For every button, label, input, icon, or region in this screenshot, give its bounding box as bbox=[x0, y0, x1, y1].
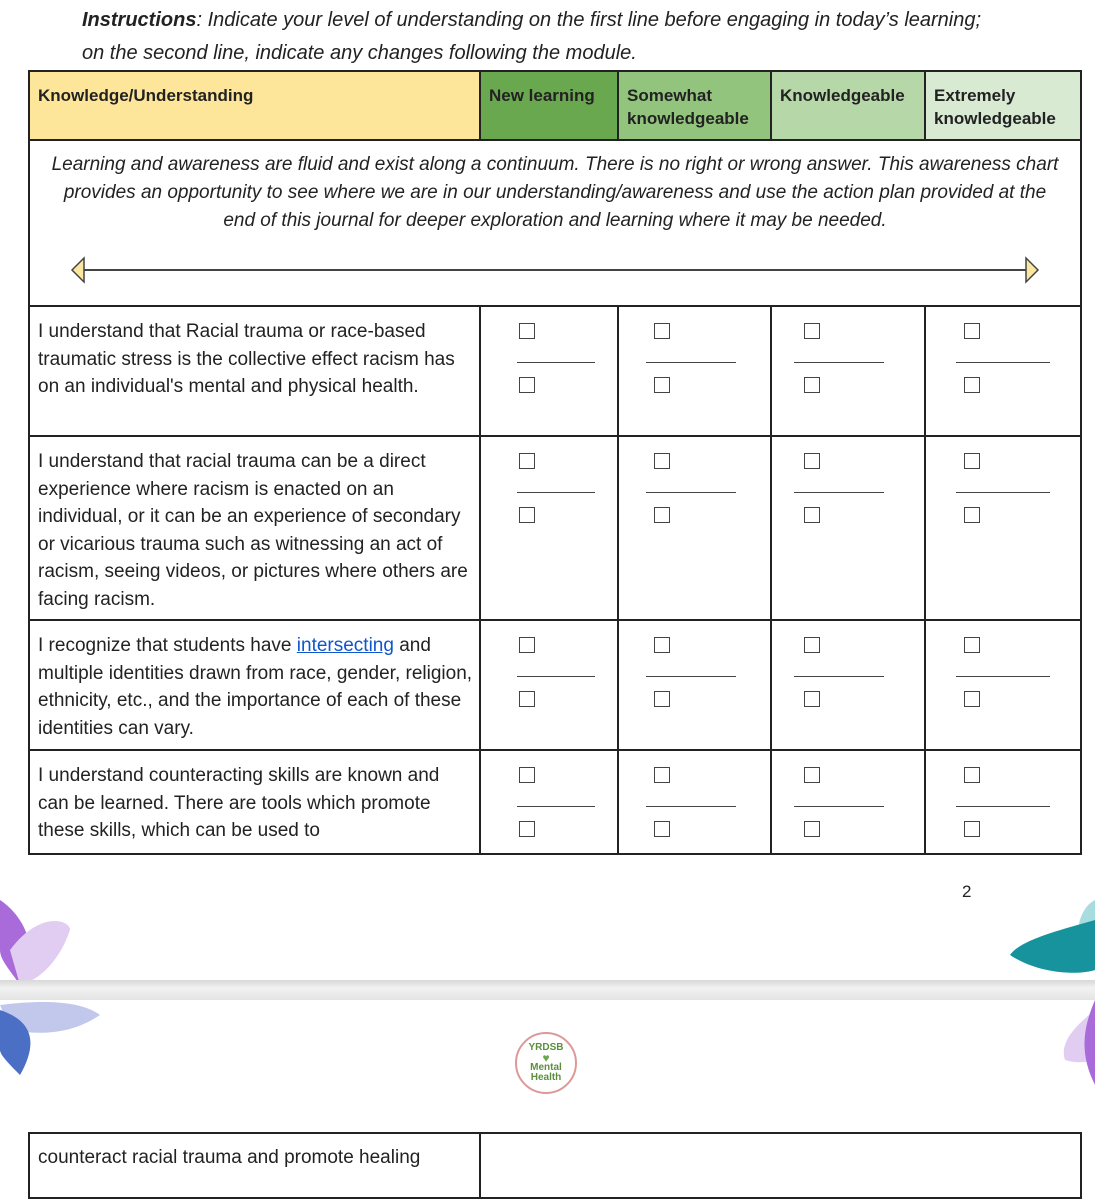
intro-text: Learning and awareness are fluid and exist along a continuum. There is no right or wrong answer. This awareness chart provides an opportunity to see where we are in our understanding/awareness and use the action plan provided at the end of this journal for deeper exploration and learning where it may be needed. bbox=[51, 154, 1059, 231]
before-module-checkbox[interactable] bbox=[804, 637, 820, 653]
separator-line bbox=[517, 492, 595, 493]
separator-line bbox=[956, 492, 1050, 493]
after-module-checkbox[interactable] bbox=[654, 821, 670, 837]
rating-knowledgeable bbox=[771, 436, 925, 620]
separator-line bbox=[646, 806, 736, 807]
rating-new-learning bbox=[480, 306, 618, 436]
rating-extremely bbox=[925, 750, 1081, 854]
separator-line bbox=[517, 806, 595, 807]
after-module-checkbox[interactable] bbox=[964, 821, 980, 837]
before-module-checkbox[interactable] bbox=[964, 453, 980, 469]
statement-cell: I understand that racial trauma can be a direct experience where racism is enacted on an individual, or it can be an experience of secondary or vicarious trauma such as witnessing an act of racism, seeing videos, or pictures where others are facing racism. bbox=[29, 436, 480, 620]
table-row bbox=[29, 750, 1081, 854]
before-module-checkbox[interactable] bbox=[804, 323, 820, 339]
statement-text: and multiple identities drawn from race, gender, religion, ethnicity, etc., and the importance of each of these identities can vary. bbox=[38, 635, 473, 739]
logo-line-2: Mental bbox=[530, 1062, 562, 1073]
rating-somewhat bbox=[618, 436, 771, 620]
page-number: 2 bbox=[962, 882, 972, 901]
intro-cell bbox=[29, 140, 1081, 306]
before-module-checkbox[interactable] bbox=[654, 323, 670, 339]
separator-line bbox=[794, 492, 884, 493]
logo-line-1: YRDSB bbox=[528, 1042, 564, 1053]
separator-line bbox=[956, 676, 1050, 677]
rating-new-learning bbox=[480, 436, 618, 620]
instructions-text: : Indicate your level of understanding on the first line before engaging in today’s learning; on the second line, indicate any changes following the module. bbox=[82, 9, 982, 64]
before-module-checkbox[interactable] bbox=[519, 767, 535, 783]
separator-line bbox=[794, 806, 884, 807]
rating-knowledgeable bbox=[771, 620, 925, 750]
before-module-checkbox[interactable] bbox=[804, 453, 820, 469]
rating-somewhat bbox=[618, 306, 771, 436]
before-module-checkbox[interactable] bbox=[964, 767, 980, 783]
rating-new-learning bbox=[480, 620, 618, 750]
before-module-checkbox[interactable] bbox=[964, 637, 980, 653]
after-module-checkbox[interactable] bbox=[804, 691, 820, 707]
separator-line bbox=[794, 676, 884, 677]
after-module-checkbox[interactable] bbox=[654, 691, 670, 707]
intro-row bbox=[29, 140, 1081, 306]
after-module-checkbox[interactable] bbox=[964, 507, 980, 523]
after-module-checkbox[interactable] bbox=[804, 377, 820, 393]
continuation-table bbox=[28, 1132, 1082, 1199]
flower-decoration-right-icon bbox=[1000, 860, 1095, 1090]
awareness-chart bbox=[28, 70, 1082, 855]
separator-line bbox=[517, 676, 595, 677]
header-knowledgeable: Knowledgeable bbox=[771, 71, 925, 140]
after-module-checkbox[interactable] bbox=[519, 507, 535, 523]
after-module-checkbox[interactable] bbox=[654, 507, 670, 523]
after-module-checkbox[interactable] bbox=[964, 691, 980, 707]
separator-line bbox=[956, 806, 1050, 807]
header-extremely: Extremely knowledgeable bbox=[925, 71, 1081, 140]
table-row bbox=[29, 1133, 1081, 1198]
statement-cell bbox=[29, 620, 480, 750]
before-module-checkbox[interactable] bbox=[654, 637, 670, 653]
after-module-checkbox[interactable] bbox=[654, 377, 670, 393]
yrdsb-mental-health-logo bbox=[515, 1032, 577, 1094]
after-module-checkbox[interactable] bbox=[519, 691, 535, 707]
after-module-checkbox[interactable] bbox=[519, 377, 535, 393]
rating-new-learning bbox=[480, 750, 618, 854]
separator-line bbox=[956, 362, 1050, 363]
rating-knowledgeable bbox=[771, 306, 925, 436]
separator-line bbox=[646, 492, 736, 493]
after-module-checkbox[interactable] bbox=[804, 507, 820, 523]
before-module-checkbox[interactable] bbox=[519, 453, 535, 469]
statement-cell: I understand that Racial trauma or race-based traumatic stress is the collective effect racism has on an individual's mental and physical health. bbox=[29, 306, 480, 436]
intersecting-link[interactable]: intersecting bbox=[296, 635, 394, 656]
before-module-checkbox[interactable] bbox=[804, 767, 820, 783]
rating-somewhat bbox=[618, 620, 771, 750]
statement-cell: I understand counteracting skills are known and can be learned. There are tools which promote these skills, which can be used to bbox=[29, 750, 480, 854]
rating-somewhat bbox=[618, 750, 771, 854]
header-somewhat: Somewhat knowledgeable bbox=[618, 71, 771, 140]
separator-line bbox=[646, 362, 736, 363]
before-module-checkbox[interactable] bbox=[519, 637, 535, 653]
rating-extremely bbox=[925, 306, 1081, 436]
separator-line bbox=[517, 362, 595, 363]
page-divider bbox=[0, 980, 1095, 1000]
after-module-checkbox[interactable] bbox=[804, 821, 820, 837]
statement-text: I recognize that students have bbox=[38, 635, 297, 656]
statement-cell: counteract racial trauma and promote healing bbox=[29, 1133, 480, 1198]
table-row bbox=[29, 436, 1081, 620]
after-module-checkbox[interactable] bbox=[964, 377, 980, 393]
after-module-checkbox[interactable] bbox=[519, 821, 535, 837]
rating-cell bbox=[480, 1133, 1081, 1198]
rating-extremely bbox=[925, 436, 1081, 620]
rating-extremely bbox=[925, 620, 1081, 750]
logo-line-3: Health bbox=[530, 1072, 562, 1083]
before-module-checkbox[interactable] bbox=[654, 767, 670, 783]
separator-line bbox=[794, 362, 884, 363]
header-knowledge: Knowledge/Understanding bbox=[29, 71, 480, 140]
before-module-checkbox[interactable] bbox=[964, 323, 980, 339]
before-module-checkbox[interactable] bbox=[654, 453, 670, 469]
instructions-label: Instructions bbox=[82, 9, 197, 31]
heart-icon: ♥ bbox=[542, 1051, 550, 1065]
header-new-learning: New learning bbox=[480, 71, 618, 140]
instructions bbox=[82, 4, 982, 70]
rating-knowledgeable bbox=[771, 750, 925, 854]
before-module-checkbox[interactable] bbox=[519, 323, 535, 339]
header-row bbox=[29, 71, 1081, 140]
table-row bbox=[29, 306, 1081, 436]
separator-line bbox=[646, 676, 736, 677]
table-row bbox=[29, 620, 1081, 750]
continuum-arrow-icon bbox=[70, 255, 1040, 285]
